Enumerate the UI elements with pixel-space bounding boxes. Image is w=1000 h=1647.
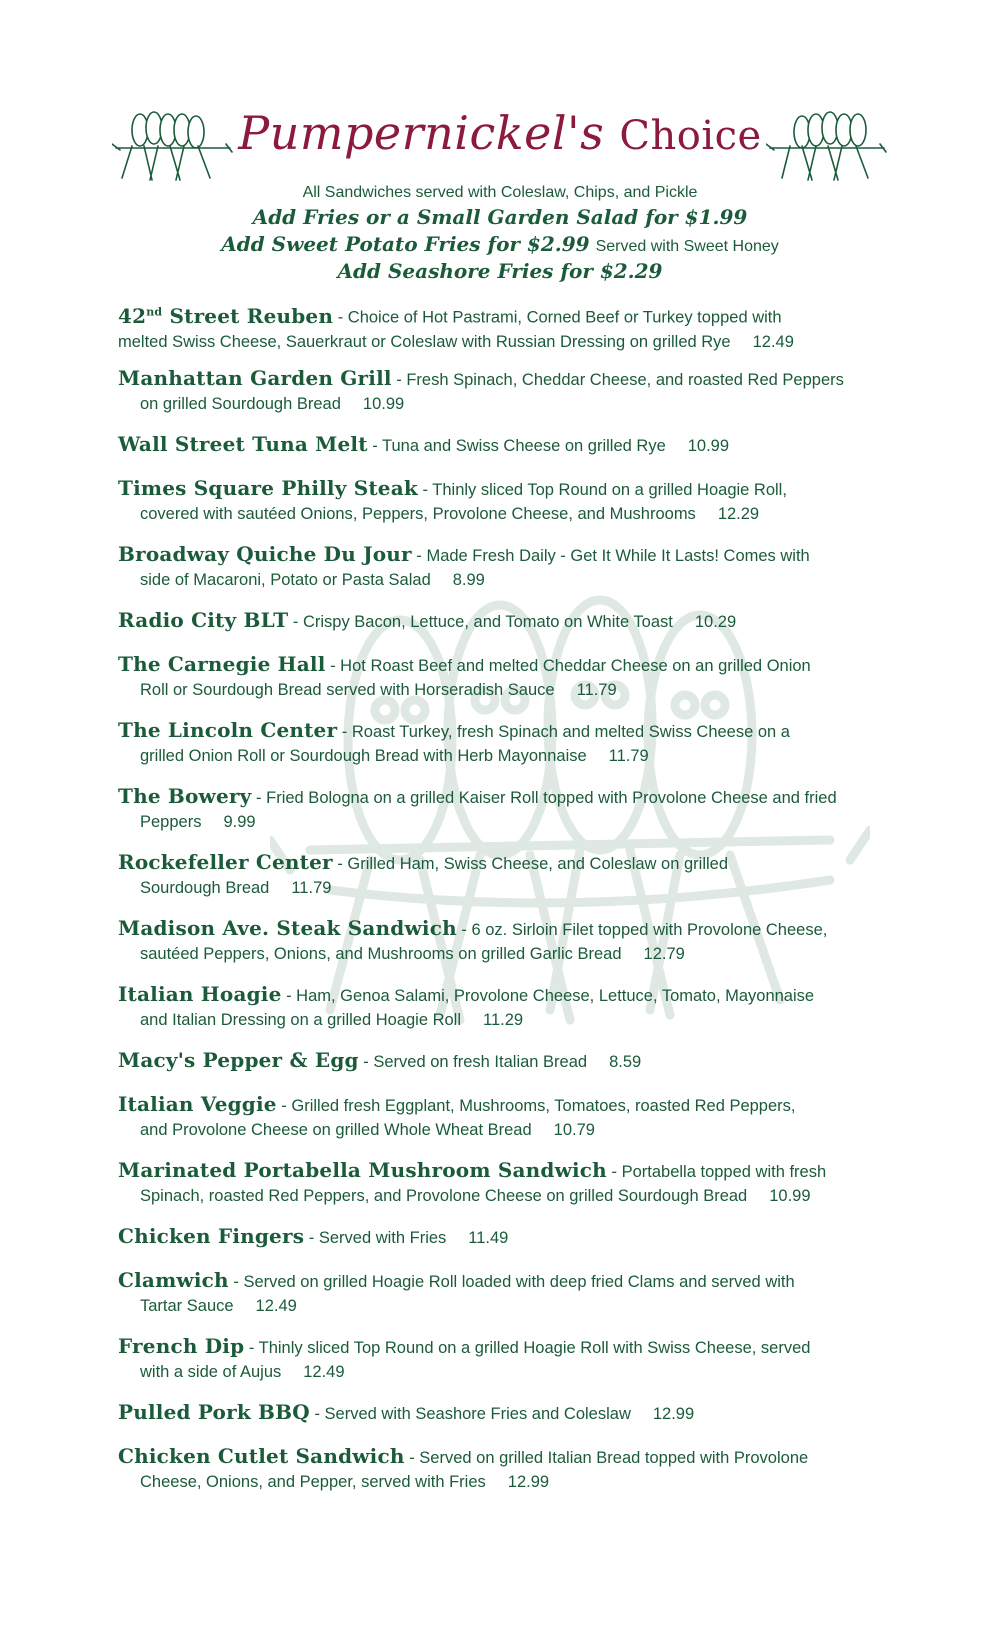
- item-description-line2: Spinach, roasted Red Peppers, and Provolone Cheese on grilled Sourdough Bread 10.99: [140, 1187, 811, 1205]
- item-description: - Grilled Ham, Swiss Cheese, and Coleslaw on grilled: [332, 855, 729, 873]
- item-price: 11.29: [483, 1011, 524, 1029]
- item-name: Broadway Quiche Du Jour: [118, 542, 412, 566]
- item-description: - Served with Seashore Fries and Coleslaw: [309, 1405, 631, 1423]
- sweet-honey-note: Served with Sweet Honey: [595, 238, 779, 255]
- item-price: 10.99: [362, 395, 405, 413]
- menu-item: [118, 850, 888, 900]
- item-price: 12.49: [752, 332, 794, 351]
- menu-item: [118, 1334, 888, 1384]
- item-description: - Tuna and Swiss Cheese on grilled Rye: [367, 437, 666, 455]
- add-fries-salad: Add Fries or a Small Garden Salad for $1.99: [252, 205, 748, 229]
- menu-item: [118, 1158, 888, 1208]
- add-sweet-potato-fries-text: Add Sweet Potato Fries for $2.99: [221, 232, 590, 256]
- item-description-line2: Peppers 9.99: [140, 813, 256, 831]
- item-description: - Hot Roast Beef and melted Cheddar Cheese on an grilled Onion: [325, 657, 811, 675]
- item-price: 12.79: [643, 945, 685, 963]
- item-description-line2: grilled Onion Roll or Sourdough Bread with Herb Mayonnaise 11.79: [140, 747, 649, 765]
- menu-item: [118, 432, 888, 458]
- item-description-line2: and Italian Dressing on a grilled Hoagie Roll 11.29: [140, 1011, 524, 1029]
- item-price: 12.49: [303, 1363, 345, 1381]
- menu-title-part1: Pumpernickel's: [238, 106, 605, 160]
- item-description-line2: melted Swiss Cheese, Sauerkraut or Coleslaw with Russian Dressing on grilled Rye 12.49: [118, 332, 794, 351]
- item-name: Wall Street Tuna Melt: [118, 432, 368, 456]
- item-description: - Served with Fries: [304, 1229, 447, 1247]
- menu-item: [118, 1224, 888, 1250]
- menu-item: [118, 476, 888, 526]
- item-name: The Carnegie Hall: [118, 652, 326, 676]
- item-description-line2: Sourdough Bread 11.79: [140, 879, 332, 897]
- item-price: 10.99: [687, 437, 730, 455]
- item-description-line2: and Provolone Cheese on grilled Whole Wheat Bread 10.79: [140, 1121, 595, 1139]
- item-name: Italian Hoagie: [118, 982, 282, 1006]
- item-name: Radio City BLT: [118, 608, 289, 632]
- menu-item: [118, 652, 888, 702]
- item-name: Macy's Pepper & Egg: [118, 1048, 359, 1072]
- item-description: - Choice of Hot Pastrami, Corned Beef or Turkey topped with: [333, 308, 782, 327]
- menu-item: [118, 1268, 888, 1318]
- item-description-line2: Tartar Sauce 12.49: [140, 1297, 297, 1315]
- item-name: Marinated Portabella Mushroom Sandwich: [118, 1158, 607, 1182]
- add-sweet-potato-fries: [0, 232, 1000, 256]
- menu-item: [118, 300, 888, 354]
- item-description: - 6 oz. Sirloin Filet topped with Provolone Cheese,: [456, 921, 828, 939]
- item-description-line2: on grilled Sourdough Bread 10.99: [140, 395, 405, 413]
- item-description: - Thinly sliced Top Round on a grilled Hoagie Roll with Swiss Cheese, served: [244, 1339, 811, 1357]
- item-description: - Served on fresh Italian Bread: [358, 1053, 588, 1071]
- menu-title-part2: Choice: [619, 113, 762, 159]
- item-name: 42nd Street Reuben: [118, 303, 334, 328]
- item-name: Times Square Philly Steak: [118, 476, 418, 500]
- item-name: Italian Veggie: [118, 1092, 277, 1116]
- menu-item: [118, 608, 888, 634]
- item-price: 8.99: [452, 571, 485, 589]
- item-price: 9.99: [223, 813, 256, 831]
- item-name: French Dip: [118, 1334, 245, 1358]
- item-description-line2: Cheese, Onions, and Pepper, served with Fries 12.99: [140, 1473, 550, 1491]
- item-price: 12.99: [652, 1405, 695, 1423]
- item-price: 12.49: [255, 1297, 297, 1315]
- item-price: 10.79: [553, 1121, 595, 1139]
- item-description: - Made Fresh Daily - Get It While It Lasts! Comes with: [411, 547, 810, 565]
- item-description-line2: Roll or Sourdough Bread served with Horseradish Sauce 11.79: [140, 681, 617, 699]
- item-description: - Portabella topped with fresh: [606, 1163, 827, 1181]
- item-description: - Roast Turkey, fresh Spinach and melted Swiss Cheese on a: [337, 723, 790, 741]
- menu-item: [118, 366, 888, 416]
- item-description-line2: with a side of Aujus 12.49: [140, 1363, 345, 1381]
- menu-item: [118, 784, 888, 834]
- item-description-line2: sautéed Peppers, Onions, and Mushrooms on grilled Garlic Bread 12.79: [140, 945, 685, 963]
- menu-item: [118, 1048, 888, 1074]
- menu-item: [118, 542, 888, 592]
- add-seashore-fries: Add Seashore Fries for $2.29: [337, 259, 663, 283]
- menu-item: [118, 1444, 888, 1494]
- menu-item: [118, 1092, 888, 1142]
- item-name: Chicken Fingers: [118, 1224, 305, 1248]
- item-name: Rockefeller Center: [118, 850, 333, 874]
- item-description-line2: covered with sautéed Onions, Peppers, Provolone Cheese, and Mushrooms 12.29: [140, 505, 760, 523]
- item-description: - Served on grilled Italian Bread topped with Provolone: [404, 1449, 809, 1467]
- menu-item: [118, 1400, 888, 1426]
- item-price: 8.59: [609, 1053, 642, 1071]
- served-with-note: All Sandwiches served with Coleslaw, Chips, and Pickle: [302, 184, 698, 201]
- menu-item: [118, 916, 888, 966]
- item-name: The Bowery: [118, 784, 252, 808]
- menu-item: [118, 982, 888, 1032]
- item-name: Clamwich: [118, 1268, 229, 1292]
- item-price: 10.99: [769, 1187, 811, 1205]
- item-name: Chicken Cutlet Sandwich: [118, 1444, 405, 1468]
- item-name: The Lincoln Center: [118, 718, 338, 742]
- menu-item: [118, 718, 888, 768]
- item-description: - Served on grilled Hoagie Roll loaded with deep fried Clams and served with: [228, 1273, 795, 1291]
- item-price: 11.79: [608, 747, 649, 765]
- menu-title: [0, 105, 1000, 164]
- item-price: 11.79: [576, 681, 617, 699]
- item-price: 11.79: [291, 879, 332, 897]
- item-price: 12.29: [717, 505, 760, 523]
- item-description: - Fried Bologna on a grilled Kaiser Roll topped with Provolone Cheese and fried: [251, 789, 837, 807]
- item-description: - Thinly sliced Top Round on a grilled Hoagie Roll,: [417, 481, 787, 499]
- item-description: - Fresh Spinach, Cheddar Cheese, and roasted Red Peppers: [391, 371, 844, 389]
- item-price: 11.49: [468, 1229, 509, 1247]
- item-name: Manhattan Garden Grill: [118, 366, 392, 390]
- item-price: 10.29: [694, 613, 737, 631]
- item-description: - Grilled fresh Eggplant, Mushrooms, Tomatoes, roasted Red Peppers,: [276, 1097, 796, 1115]
- item-price: 12.99: [507, 1473, 550, 1491]
- item-description-line2: side of Macaroni, Potato or Pasta Salad 8.99: [140, 571, 485, 589]
- item-description: - Crispy Bacon, Lettuce, and Tomato on White Toast: [288, 613, 673, 631]
- item-name: Madison Ave. Steak Sandwich: [118, 916, 457, 940]
- item-name: Pulled Pork BBQ: [118, 1400, 310, 1424]
- item-description: - Ham, Genoa Salami, Provolone Cheese, Lettuce, Tomato, Mayonnaise: [281, 987, 815, 1005]
